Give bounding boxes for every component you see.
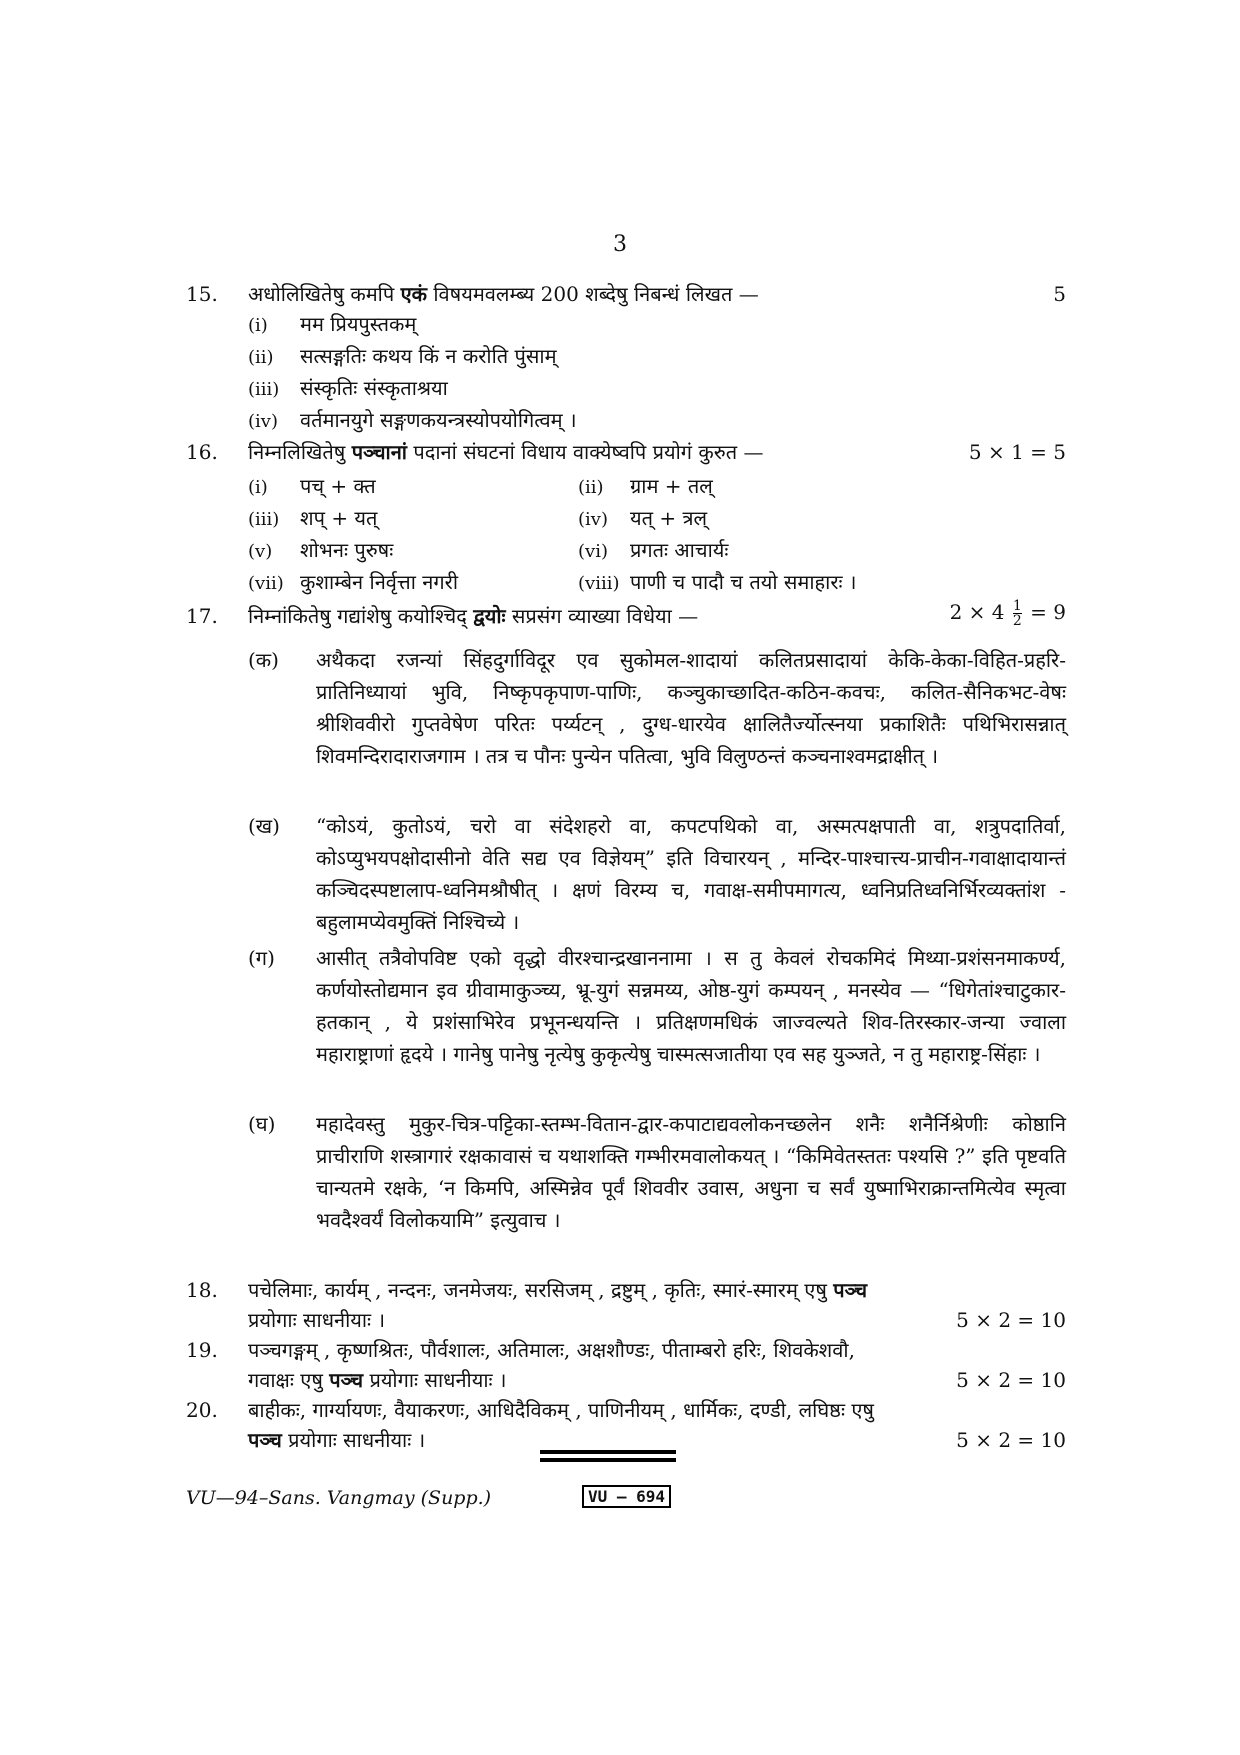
question-19: 19. पञ्चगङ्गम् , कृष्णश्रितः, पौर्वशालः, अतिमालः, अक्षशौण्डः, पीताम्बरो हरिः, शिवकेशवौ, गवाक्षः एषु पञ्च प्रयोगाः साधनीयाः । 5 × 2 = 10: [186, 1334, 1066, 1398]
q15-item: (i) मम प्रियपुस्तकम्: [248, 312, 417, 336]
q17-marks: 2 × 4 $\frac{1}{2}$ = 9: [949, 598, 1066, 629]
q16-item: (iv) यत् + त्रल्: [578, 506, 708, 530]
end-rule-bottom: [540, 1458, 676, 1462]
question-18: 18. पचेलिमाः, कार्यम् , नन्दनः, जनमेजयः, सरसिजम् , द्रष्टुम् , कृतिः, स्मारं-स्मारम् एषु पञ्च प्रयोगाः साधनीयाः । 5 × 2 = 10: [186, 1274, 1066, 1338]
q16-item: (iii) शप् + यत्: [248, 506, 378, 530]
question-17: 17. निम्नांकितेषु गद्यांशेषु कयोश्चिद् द्वयोः सप्रसंग व्याख्या विधेया — 2 × 4 $\frac{1}{2}$ = 9 (क) अथैकदा रजन्यां सिंहदुर्गाविदूर एव सुकोमल-शादायां कलितप्रसादायां केकि-केका-विहित-प्रहरि-प्रातिनिध्यायां भुवि, निष्कृपकृपाण-पाणिः, कञ्चुकाच्छादित-कठिन-कवचः, कलित-सैनिकभट-वेषः श्रीशिववीरो गुप्तवेषेण परितः पर्य्यटन् , दुग्ध-धारयेव क्षालितैर्ज्योत्स्नया प्रकाशितैः पथिभिरासन्नात् शिवमन्दिरादाराजगाम । तत्र च पौनः पुन्येन पतित्वा, भुवि विलुण्ठन्तं कञ्चनाश्वमद्राक्षीत् । (ख) “कोऽयं, कुतोऽयं, चरो वा संदेशहरो वा, कपटपथिको वा, अस्मत्पक्षपाती वा, शत्रुपदातिर्वा, कोऽप्युभयपक्षोदासीनो वेति सद्य एव विज्ञेयम्” इति विचारयन् , मन्दिर-पाश्चात्त्य-प्राचीन-गवाक्षादायान्तं कञ्चिदस्पष्टालाप-ध्वनिमश्रौषीत् । क्षणं विरम्य च, गवाक्ष-समीपमागत्य, ध्वनिप्रतिध्वनिर्भिरव्यक्तांश - बहुलामप्येवमुक्तिं निश्चिच्ये । (ग) आसीत् तत्रैवोपविष्ट एको वृद्धो वीरश्चान्द्रखाननामा । स तु केवलं रोचकमिदं मिथ्या-प्रशंसनमाकर्ण्य, कर्णयोस्तोद्यमान इव ग्रीवामाकुञ्च्य, भ्रू-युगं सन्नमय्य, ओष्ठ-युगं कम्पयन् , मनस्येव — “धिगेतांश्चाटुकार-हतकान् , ये प्रशंसाभिरेव प्रभूनन्धयन्ति । प्रतिक्षणमधिकं जाज्वल्यते शिव-तिरस्कार-जन्या ज्वाला महाराष्ट्राणां हृदये । गानेषु पानेषु नृत्येषु कुकृत्येषु चास्मत्सजातीया एव सह युञ्जते, न तु महाराष्ट्र-सिंहाः । (घ) महादेवस्तु मुकुर-चित्र-पट्टिका-स्तम्भ-वितान-द्वार-कपाटाद्यवलोकनच्छलेन शनैः शनैर्निश्रेणीः कोष्ठानि प्राचीराणि शस्त्रागारं रक्षकावासं च यथाशक्ति गम्भीरमवालोकयत् । “किमिवेतस्ततः पश्यसि ?” इति पृष्टवति चान्यतमे रक्षके, ‘न किमपि, अस्मिन्नेव पूर्वं शिववीर उवास, अधुना च सर्वं युष्माभिराक्रान्तमित्येव स्मृत्वा भवदैश्वर्यं विलोकयामि” इत्युवाच ।: [186, 600, 1066, 1240]
q15-item: (iv) वर्तमानयुगे सङ्गणकयन्त्रस्योपयोगित्वम् ।: [248, 408, 577, 432]
q18-text-bold: पञ्च: [833, 1278, 868, 1302]
q19-text-bold: पञ्च: [329, 1368, 364, 1392]
q15-item: (iii) संस्कृतिः संस्कृताश्रया: [248, 376, 448, 400]
q17-passage-gha: (घ) महादेवस्तु मुकुर-चित्र-पट्टिका-स्तम्भ-वितान-द्वार-कपाटाद्यवलोकनच्छलेन शनैः शनैर्निश्रेणीः कोष्ठानि प्राचीराणि शस्त्रागारं रक्षकावासं च यथाशक्ति गम्भीरमवालोकयत् । “किमिवेतस्ततः पश्यसि ?” इति पृष्टवति चान्यतमे रक्षके, ‘न किमपि, अस्मिन्नेव पूर्वं शिववीर उवास, अधुना च सर्वं युष्माभिराक्रान्तमित्येव स्मृत्वा भवदैश्वर्यं विलोकयामि” इत्युवाच ।: [248, 1112, 1066, 1232]
q17-passage-kha: (ख) “कोऽयं, कुतोऽयं, चरो वा संदेशहरो वा, कपटपथिको वा, अस्मत्पक्षपाती वा, शत्रुपदातिर्वा, कोऽप्युभयपक्षोदासीनो वेति सद्य एव विज्ञेयम्” इति विचारयन् , मन्दिर-पाश्चात्त्य-प्राचीन-गवाक्षादायान्तं कञ्चिदस्पष्टालाप-ध्वनिमश्रौषीत् । क्षणं विरम्य च, गवाक्ष-समीपमागत्य, ध्वनिप्रतिध्वनिर्भिरव्यक्तांश - बहुलामप्येवमुक्तिं निश्चिच्ये ।: [248, 814, 1066, 934]
question-15: [186, 278, 1066, 438]
question-20: 20. बाहीकः, गार्ग्यायणः, वैयाकरणः, आधिदैविकम् , पाणिनीयम् , धार्मिकः, दण्डी, लघिष्ठः एषु पञ्च प्रयोगाः साधनीयाः । 5 × 2 = 10: [186, 1394, 1066, 1458]
q15-marks: 5: [1053, 282, 1066, 306]
page-number: 3: [613, 232, 627, 257]
q15-item: (ii) सत्सङ्गतिः कथय किं न करोति पुंसाम्: [248, 344, 557, 368]
q19-number: 19.: [186, 1338, 218, 1362]
q16-item: (v) शोभनः पुरुषः: [248, 538, 394, 562]
q16-item: (viii) पाणी च पादौ च तयो समाहारः ।: [578, 570, 857, 594]
q18-marks: 5 × 2 = 10: [956, 1308, 1066, 1332]
q18-number: 18.: [186, 1278, 218, 1302]
q16-row: [248, 566, 1066, 598]
q16-row: [248, 502, 1066, 534]
q16-item: (vii) कुशाम्बेन निर्वृत्ता नगरी: [248, 570, 458, 594]
q15-number: 15.: [186, 282, 218, 306]
q16-marks: 5 × 1 = 5: [968, 440, 1066, 464]
q19-marks: 5 × 2 = 10: [956, 1368, 1066, 1392]
q17-text-bold: द्वयोः: [473, 604, 506, 628]
q20-text-bold: पञ्च: [248, 1428, 282, 1452]
question-16: 16. निम्नलिखितेषु पञ्चानां पदानां संघटनां विधाय वाक्येष्वपि प्रयोगं कुरुत — 5 × 1 = 5 (i) पच् + क्त (ii) ग्राम + तल् (iii) शप् + यत् (iv) यत् + त्रल् (v) शोभनः पुरुषः (vi) प्रगतः आचार्यः (vii) कुशाम्बेन निर्वृत्ता नगरी (viii) पाणी च पादौ च तयो समाहारः ।: [186, 436, 1066, 596]
q17-passage-ga: (ग) आसीत् तत्रैवोपविष्ट एको वृद्धो वीरश्चान्द्रखाननामा । स तु केवलं रोचकमिदं मिथ्या-प्रशंसनमाकर्ण्य, कर्णयोस्तोद्यमान इव ग्रीवामाकुञ्च्य, भ्रू-युगं सन्नमय्य, ओष्ठ-युगं कम्पयन् , मनस्येव — “धिगेतांश्चाटुकार-हतकान् , ये प्रशंसाभिरेव प्रभूनन्धयन्ति । प्रतिक्षणमधिकं जाज्वल्यते शिव-तिरस्कार-जन्या ज्वाला महाराष्ट्राणां हृदये । गानेषु पानेषु नृत्येषु कुकृत्येषु चास्मत्सजातीया एव सह युञ्जते, न तु महाराष्ट्र-सिंहाः ।: [248, 946, 1066, 1066]
q16-number: 16.: [186, 440, 218, 464]
footer-code-box: VU – 694: [582, 1485, 671, 1508]
q20-marks: 5 × 2 = 10: [956, 1428, 1066, 1452]
q16-item: (vi) प्रगतः आचार्यः: [578, 538, 729, 562]
q16-item: (ii) ग्राम + तल्: [578, 474, 713, 498]
q15-text-pre: अधोलिखितेषु कमपि: [248, 282, 401, 306]
q16-row: [248, 470, 1066, 502]
q17-number: 17.: [186, 604, 218, 628]
footer-paper-code: VU—94–Sans. Vangmay (Supp.): [186, 1487, 492, 1509]
q20-number: 20.: [186, 1398, 218, 1422]
end-rule-top: [540, 1450, 676, 1454]
q15-text-bold: एकं: [400, 282, 427, 306]
q17-passage-ka: (क) अथैकदा रजन्यां सिंहदुर्गाविदूर एव सुकोमल-शादायां कलितप्रसादायां केकि-केका-विहित-प्रहरि-प्रातिनिध्यायां भुवि, निष्कृपकृपाण-पाणिः, कञ्चुकाच्छादित-कठिन-कवचः, कलित-सैनिकभट-वेषः श्रीशिववीरो गुप्तवेषेण परितः पर्य्यटन् , दुग्ध-धारयेव क्षालितैर्ज्योत्स्नया प्रकाशितैः पथिभिरासन्नात् शिवमन्दिरादाराजगाम । तत्र च पौनः पुन्येन पतित्वा, भुवि विलुण्ठन्तं कञ्चनाश्वमद्राक्षीत् ।: [248, 648, 1066, 768]
q17-marks-fraction: $\frac{1}{2}$: [1012, 598, 1022, 629]
q15-text-post: विषयमवलम्ब्य 200 शब्देषु निबन्धं लिखत —: [427, 282, 759, 306]
q16-row: [248, 534, 1066, 566]
q16-text-bold: पञ्चानां: [351, 440, 407, 464]
q16-item: (i) पच् + क्त: [248, 474, 376, 498]
